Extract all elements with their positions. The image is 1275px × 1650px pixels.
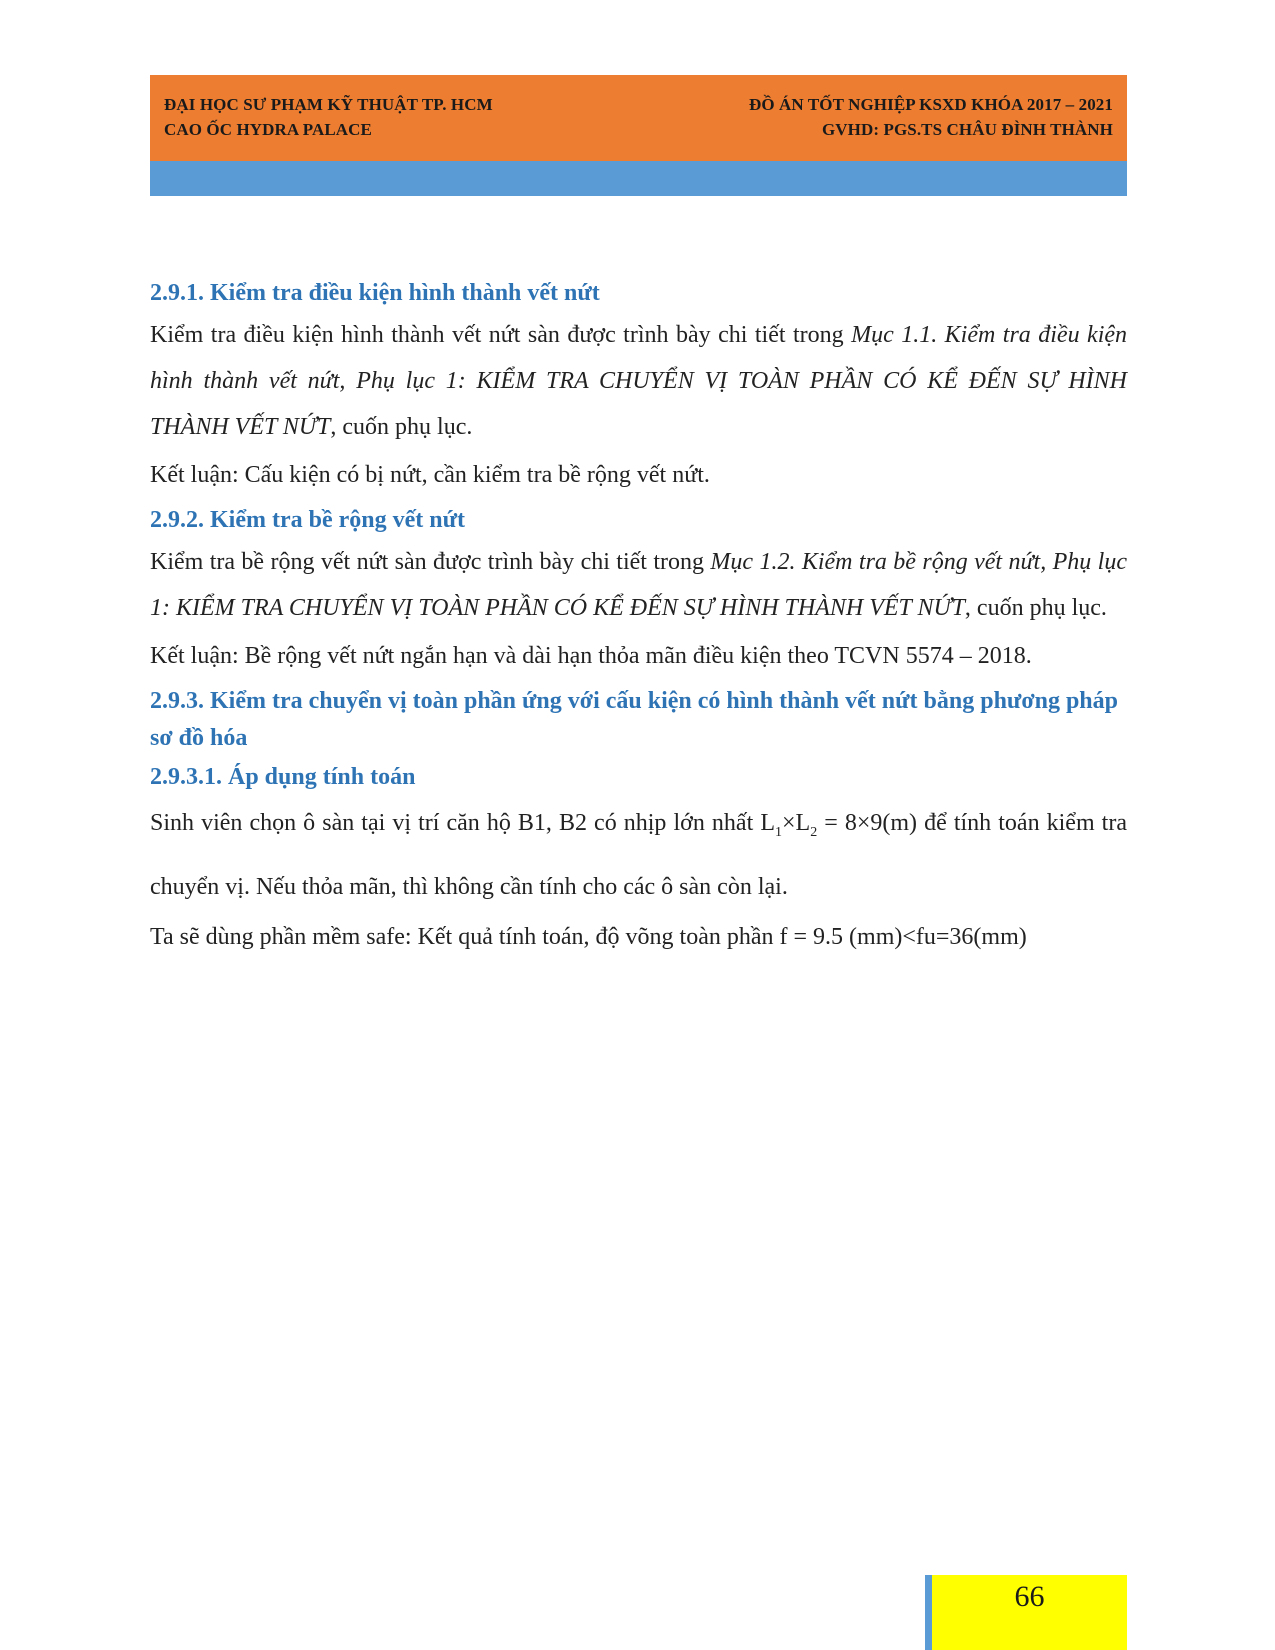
heading-2-9-3-1: 2.9.3.1. Áp dụng tính toán [150,764,416,790]
reference-text: Mục 1.2. Kiểm tra bề rộng vết nứt, Phụ lục 1: KIỂM TRA CHUYỂN VỊ TOÀN PHẦN CÓ KỂ ĐẾN SỰ HÌNH THÀNH VẾT NỨT [150,549,1128,621]
formula-subscript: 1 [774,824,782,840]
page-header [150,75,1127,196]
header-orange-band [150,75,1127,161]
paragraph-2-9-2 [150,539,1127,631]
header-university: ĐẠI HỌC SƯ PHẠM KỸ THUẬT TP. HCM [164,95,493,114]
page-number: 66 [1014,1580,1045,1613]
header-advisor: GVHD: PGS.TS CHÂU ĐÌNH THÀNH [821,120,1113,139]
formula-symbol: L [760,810,775,836]
reference-text: Mục 1.1. Kiểm tra điều kiện hình thành vết nứt, Phụ lục 1: KIỂM TRA CHUYỂN VỊ TOÀN PHẦN CÓ KỂ ĐẾN SỰ HÌNH THÀNH VẾT NỨT [150,322,1128,440]
formula [760,810,918,840]
header-blue-band [150,161,1127,196]
formula-symbol: L [795,810,811,836]
paragraph-safe-result: Ta sẽ dùng phần mềm safe: Kết quả tính toán, độ võng toàn phần f = 9.5 (mm)<fu=36(mm) [150,923,1027,950]
conclusion-2-9-2: Kết luận: Bề rộng vết nứt ngắn hạn và dài hạn thỏa mãn điều kiện theo TCVN 5574 – 2018. [150,643,1032,669]
formula-subscript: 2 [810,824,818,840]
header-thesis: ĐỒ ÁN TỐT NGHIỆP KSXD KHÓA 2017 – 2021 [748,95,1113,114]
text: Kiểm tra bề rộng vết nứt sàn được trình bày chi tiết trong [150,549,711,575]
text: để tính toán kiểm tra chuyển vị. Nếu thỏa mãn, thì không cần tính cho các ô sàn còn lại. [150,810,1127,900]
document-body [150,275,1127,960]
formula-times: × [781,810,796,836]
heading-2-9-2: 2.9.2. Kiểm tra bề rộng vết nứt [150,507,466,533]
heading-2-9-1: 2.9.1. Kiểm tra điều kiện hình thành vết nứt [150,280,600,306]
text: , cuốn phụ lục. [964,595,1107,621]
text: Sinh viên chọn ô sàn tại vị trí căn hộ B1, B2 có nhịp lớn nhất [150,810,761,836]
paragraph-2-9-3-1 [150,796,1127,914]
paragraph-2-9-1 [150,312,1127,450]
text: , cuốn phụ lục. [330,414,473,440]
page-number-accent [925,1575,932,1650]
formula-value: = 8×9(m) [817,810,918,836]
text: Kiểm tra điều kiện hình thành vết nứt sàn được trình bày chi tiết trong [150,322,852,348]
header-project: CAO ỐC HYDRA PALACE [164,120,372,139]
conclusion-2-9-1: Kết luận: Cấu kiện có bị nứt, cần kiểm tra bề rộng vết nứt. [150,462,710,488]
heading-2-9-3: 2.9.3. Kiểm tra chuyển vị toàn phần ứng với cấu kiện có hình thành vết nứt bằng phương pháp sơ đồ hóa [150,688,1119,751]
